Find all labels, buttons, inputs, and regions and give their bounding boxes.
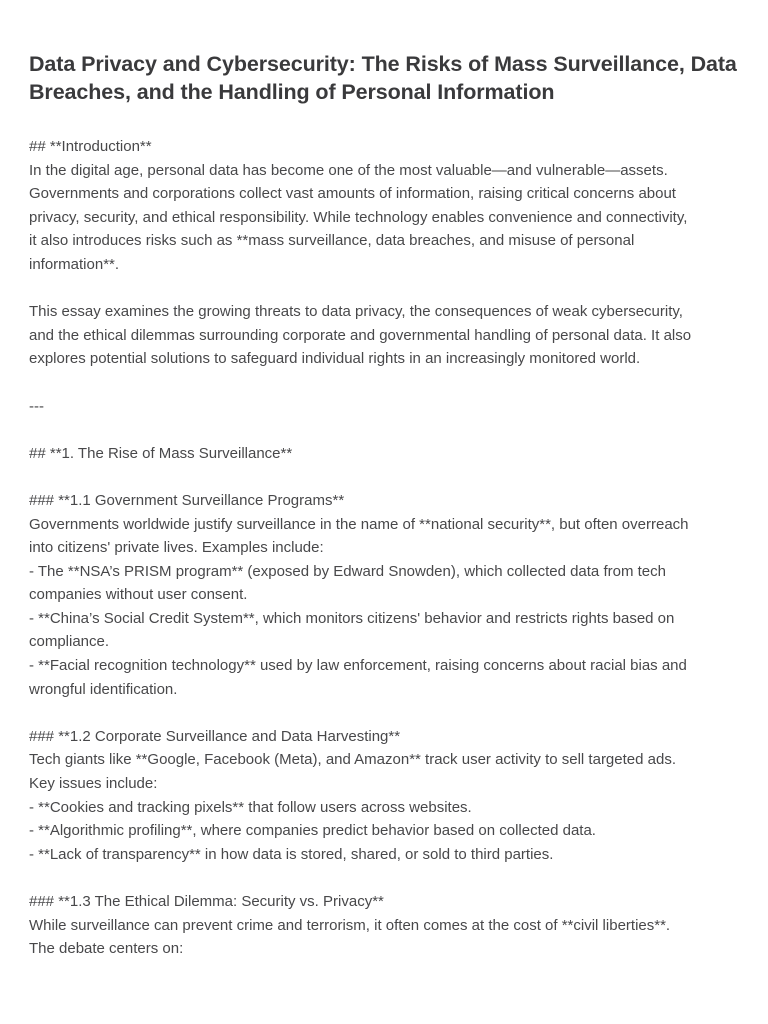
paragraph-line: explores potential solutions to safeguard individual rights in an increasingly monitored world. (29, 350, 641, 368)
paragraph-line: Key issues include: (29, 775, 158, 793)
paragraph-line: Governments worldwide justify surveillance in the name of **national security**, but often overreach (29, 515, 689, 533)
blank-line (29, 277, 744, 301)
heading-introduction: ## **Introduction** (29, 138, 152, 155)
paragraph-line: In the digital age, personal data has become one of the most valuable—and vulnerable—assets. (29, 161, 668, 179)
title-line: Data Privacy and Cybersecurity: The Risks of Mass Surveillance, Data (29, 52, 737, 76)
list-item-line: - The **NSA’s PRISM program** (exposed by Edward Snowden), which collected data from tech (29, 562, 666, 580)
blank-line (29, 465, 744, 489)
paragraph-line: This essay examines the growing threats to data privacy, the consequences of weak cybersecurity, (29, 303, 683, 321)
paragraph-line: into citizens' private lives. Examples include: (29, 539, 324, 557)
paragraph-line: Governments and corporations collect vast amounts of information, raising critical concerns about (29, 185, 676, 203)
paragraph-line: While surveillance can prevent crime and terrorism, it often comes at the cost of **civil liberties**. (29, 916, 671, 934)
paragraph-line: and the ethical dilemmas surrounding corporate and governmental handling of personal data. It also (29, 326, 692, 344)
document-page (29, 50, 744, 961)
document-title (29, 50, 744, 106)
paragraph-line: The debate centers on: (29, 940, 184, 958)
list-item-line: - **Algorithmic profiling**, where companies predict behavior based on collected data. (29, 822, 596, 840)
subsection-heading: ### **1.1 Government Surveillance Programs** (29, 491, 345, 509)
list-item-line: wrongful identification. (29, 680, 178, 698)
blank-line (29, 418, 744, 442)
document-body (29, 135, 744, 961)
paragraph-line: it also introduces risks such as **mass surveillance, data breaches, and misuse of personal (29, 232, 635, 250)
title-line: Breaches, and the Handling of Personal Information (29, 80, 555, 104)
list-item-line: compliance. (29, 633, 110, 651)
list-item-line: - **China’s Social Credit System**, which monitors citizens' behavior and restricts rights based on (29, 609, 675, 627)
list-item-line: companies without user consent. (29, 586, 248, 604)
blank-line (29, 371, 744, 395)
section-heading: ## **1. The Rise of Mass Surveillance** (29, 444, 293, 462)
list-item-line: - **Facial recognition technology** used by law enforcement, raising concerns about racial bias and (29, 657, 687, 675)
subsection-heading: ### **1.2 Corporate Surveillance and Data Harvesting** (29, 727, 401, 745)
blank-line (29, 866, 744, 890)
blank-line (29, 701, 744, 725)
subsection-heading: ### **1.3 The Ethical Dilemma: Security vs. Privacy** (29, 893, 384, 910)
paragraph-line: information**. (29, 255, 120, 273)
paragraph-line: Tech giants like **Google, Facebook (Meta), and Amazon** track user activity to sell targeted ads. (29, 751, 676, 769)
horizontal-rule-text: --- (29, 397, 44, 415)
list-item-line: - **Lack of transparency** in how data is stored, shared, or sold to third parties. (29, 845, 554, 863)
paragraph-line: privacy, security, and ethical responsibility. While technology enables convenience and connectivity, (29, 208, 688, 226)
list-item-line: - **Cookies and tracking pixels** that follow users across websites. (29, 798, 472, 816)
